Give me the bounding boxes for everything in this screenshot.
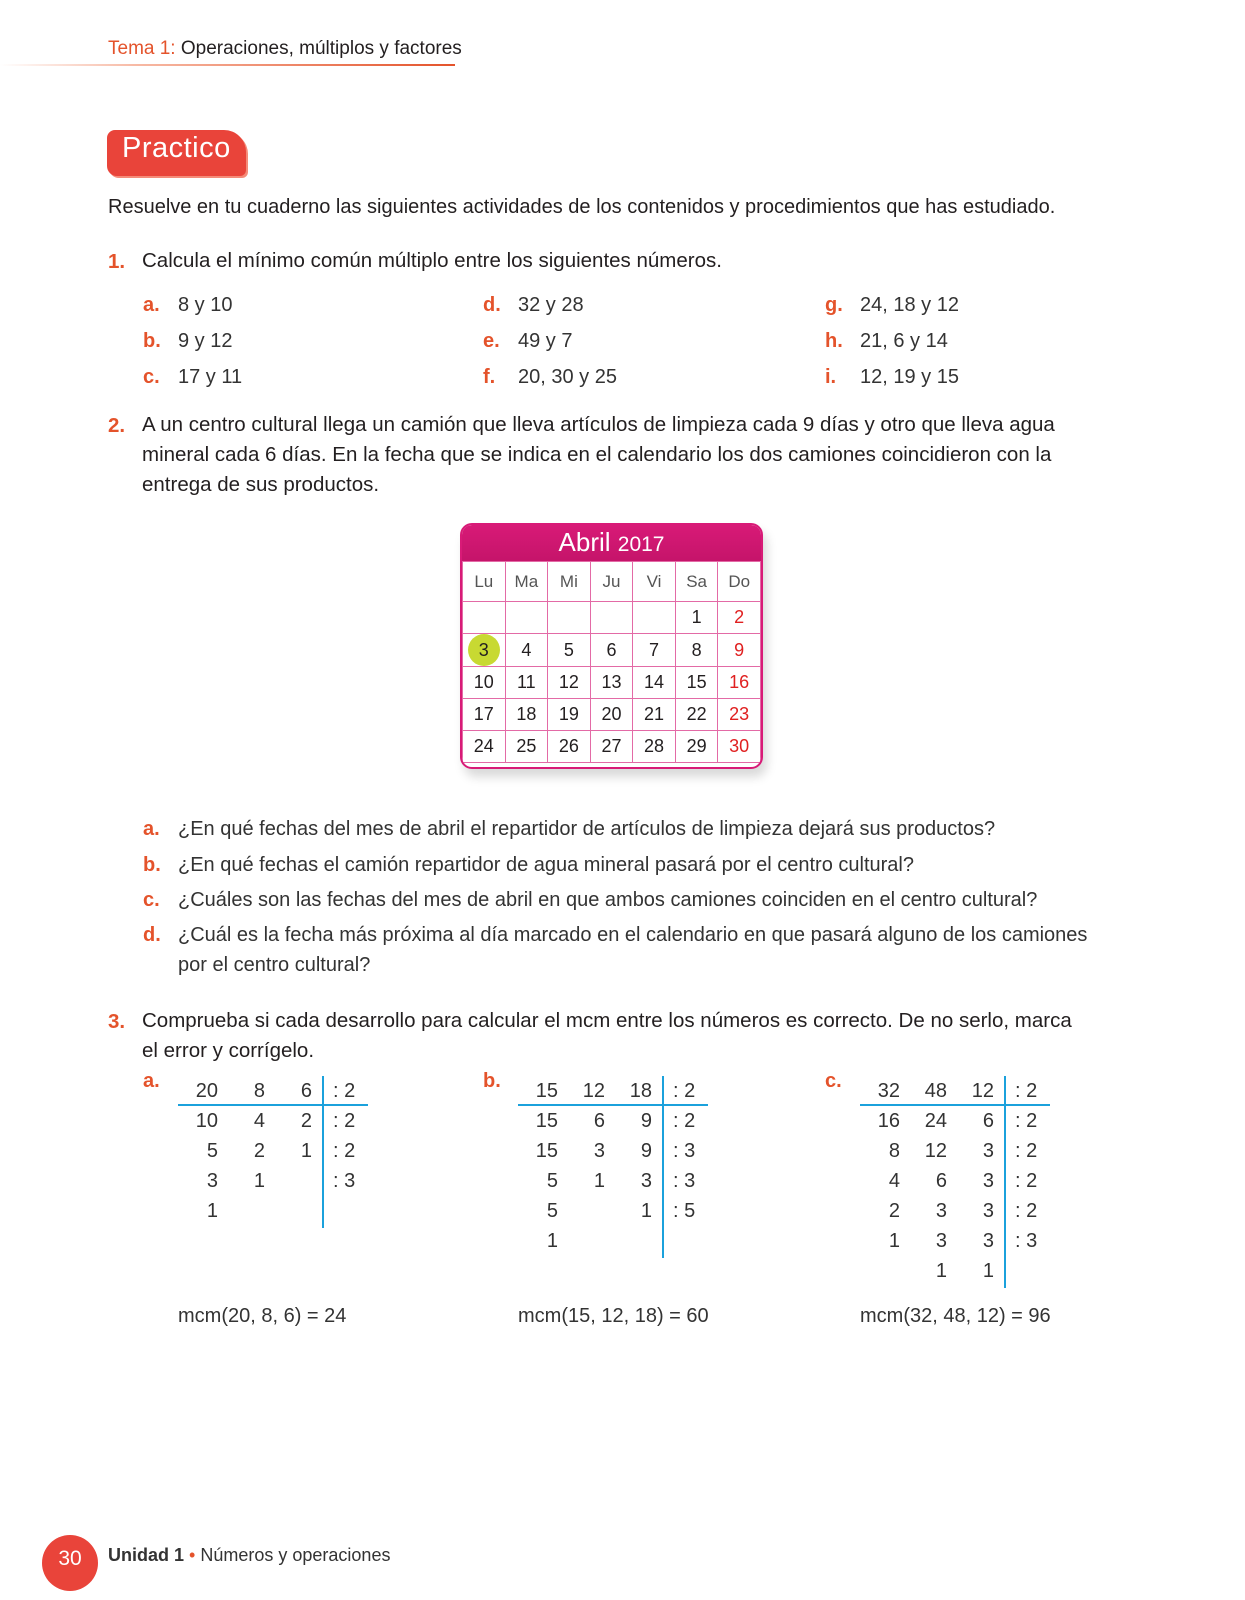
sub-letter: b. bbox=[143, 854, 161, 876]
item-text: 32 y 28 bbox=[518, 294, 584, 316]
calendar-year: 2017 bbox=[617, 533, 665, 556]
calendar-cell: 24 bbox=[463, 731, 506, 763]
q3-vline bbox=[322, 1076, 324, 1228]
calendar-day-header: Lu bbox=[463, 562, 506, 602]
calendar-cell: 23 bbox=[718, 699, 761, 731]
q3-cell: 3 bbox=[206, 1170, 218, 1192]
q3-block-letter: b. bbox=[483, 1070, 501, 1092]
q1-item bbox=[483, 294, 584, 317]
q3-cell: 12 bbox=[971, 1080, 994, 1102]
q3-cell: 20 bbox=[195, 1080, 218, 1102]
q3-line1: Comprueba si cada desarrollo para calcular el mcm entre los números es correcto. De no serlo, marca bbox=[142, 1009, 1072, 1032]
q3-block-letter: c. bbox=[825, 1070, 842, 1092]
item-text: 24, 18 y 12 bbox=[860, 294, 959, 316]
q3-cell: 5 bbox=[546, 1200, 558, 1222]
q3-cell: 4 bbox=[253, 1110, 265, 1132]
q3-cell: 1 bbox=[640, 1200, 652, 1222]
q3-divisor: : 2 bbox=[673, 1080, 696, 1102]
footer-separator: • bbox=[189, 1545, 196, 1565]
q2-sub bbox=[143, 920, 1087, 950]
q2-line1: A un centro cultural llega un camión que lleva artículos de limpieza cada 9 días y otro que lleva agua bbox=[142, 413, 1055, 436]
calendar-day-header: Ma bbox=[505, 562, 548, 602]
q2-line3: entrega de sus productos. bbox=[142, 473, 380, 496]
q1-item bbox=[825, 330, 948, 353]
sub-text: ¿En qué fechas del mes de abril el repartidor de artículos de limpieza dejará sus productos? bbox=[178, 818, 996, 840]
q3-cell: 1 bbox=[982, 1260, 994, 1282]
q3-cell: 9 bbox=[640, 1140, 652, 1162]
q3-cell: 16 bbox=[877, 1110, 900, 1132]
q3-cell: 12 bbox=[924, 1140, 947, 1162]
page-number: 30 bbox=[42, 1535, 98, 1591]
calendar-week bbox=[463, 699, 761, 731]
q3-cell: 2 bbox=[253, 1140, 265, 1162]
sub-text: ¿En qué fechas el camión repartidor de agua mineral pasará por el centro cultural? bbox=[178, 854, 914, 876]
q3-cell: 3 bbox=[982, 1200, 994, 1222]
item-text: 20, 30 y 25 bbox=[518, 366, 617, 388]
q1-item bbox=[143, 330, 232, 353]
q3-cell: 1 bbox=[206, 1200, 218, 1222]
calendar-cell: 28 bbox=[633, 731, 676, 763]
q3-cell: 2 bbox=[300, 1110, 312, 1132]
calendar-cell: 21 bbox=[633, 699, 676, 731]
q3-line2: el error y corrígelo. bbox=[142, 1039, 315, 1062]
item-letter: e. bbox=[483, 330, 500, 352]
item-letter: g. bbox=[825, 294, 843, 316]
q3-divisor: : 2 bbox=[1015, 1170, 1038, 1192]
q3-hline bbox=[860, 1104, 1050, 1106]
q3-divisor: : 2 bbox=[333, 1140, 356, 1162]
q3-divisor: : 2 bbox=[333, 1080, 356, 1102]
q3-cell: 8 bbox=[253, 1080, 265, 1102]
calendar-day-header: Mi bbox=[548, 562, 591, 602]
calendar-day-header: Ju bbox=[590, 562, 633, 602]
calendar-week bbox=[463, 667, 761, 699]
q3-vline bbox=[1004, 1076, 1006, 1288]
q3-divisor: : 2 bbox=[1015, 1200, 1038, 1222]
sub-letter: c. bbox=[143, 889, 160, 911]
calendar-cell: 20 bbox=[590, 699, 633, 731]
q3-result: mcm(32, 48, 12) = 96 bbox=[860, 1305, 1051, 1327]
calendar-cell bbox=[548, 602, 591, 634]
calendar-cell bbox=[590, 602, 633, 634]
q3-hline bbox=[518, 1104, 708, 1106]
page-header bbox=[108, 38, 462, 60]
q3-cell: 6 bbox=[300, 1080, 312, 1102]
calendar-cell: 16 bbox=[718, 667, 761, 699]
q2-sub bbox=[143, 814, 995, 844]
sub-letter: d. bbox=[143, 924, 161, 946]
calendar-cell: 4 bbox=[505, 634, 548, 667]
q3-divisor: : 5 bbox=[673, 1200, 696, 1222]
q3-hline bbox=[178, 1104, 368, 1106]
q3-cell: 1 bbox=[253, 1170, 265, 1192]
calendar-cell: 25 bbox=[505, 731, 548, 763]
calendar-cell: 27 bbox=[590, 731, 633, 763]
calendar-cell: 18 bbox=[505, 699, 548, 731]
sub-letter: a. bbox=[143, 818, 160, 840]
calendar-cell: 1 bbox=[675, 602, 718, 634]
q3-cell: 1 bbox=[300, 1140, 312, 1162]
calendar-cell bbox=[633, 602, 676, 634]
calendar-cell: 6 bbox=[590, 634, 633, 667]
intro-text: Resuelve en tu cuaderno las siguientes actividades de los contenidos y procedimientos que has estudiado. bbox=[108, 196, 1056, 218]
calendar-cell: 14 bbox=[633, 667, 676, 699]
q3-divisor: : 2 bbox=[673, 1110, 696, 1132]
q3-cell: 5 bbox=[206, 1140, 218, 1162]
q3-cell: 1 bbox=[888, 1230, 900, 1252]
q3-cell: 6 bbox=[935, 1170, 947, 1192]
calendar-cell: 13 bbox=[590, 667, 633, 699]
calendar-day-header: Do bbox=[718, 562, 761, 602]
q1-number: 1. bbox=[108, 250, 126, 273]
calendar-cell: 19 bbox=[548, 699, 591, 731]
q3-cell: 15 bbox=[535, 1110, 558, 1132]
q3-divisor: : 3 bbox=[1015, 1230, 1038, 1252]
q3-cell: 18 bbox=[629, 1080, 652, 1102]
q1-item bbox=[825, 366, 959, 389]
q2-sub-cont: por el centro cultural? bbox=[178, 954, 371, 976]
calendar-title bbox=[462, 525, 761, 561]
q1-item bbox=[825, 294, 959, 317]
q3-cell: 6 bbox=[982, 1110, 994, 1132]
q3-cell: 1 bbox=[593, 1170, 605, 1192]
q2-sub bbox=[143, 885, 1037, 915]
q3-divisor: : 2 bbox=[1015, 1140, 1038, 1162]
q3-divisor: : 2 bbox=[1015, 1080, 1038, 1102]
calendar-cell: 29 bbox=[675, 731, 718, 763]
item-text: 12, 19 y 15 bbox=[860, 366, 959, 388]
calendar-cell: 10 bbox=[463, 667, 506, 699]
q3-divisor: : 2 bbox=[333, 1110, 356, 1132]
calendar-cell bbox=[505, 602, 548, 634]
q3-cell: 3 bbox=[935, 1230, 947, 1252]
item-letter: a. bbox=[143, 294, 160, 316]
calendar-highlight: 3 bbox=[468, 634, 500, 666]
calendar-cell: 17 bbox=[463, 699, 506, 731]
q2-line2: mineral cada 6 días. En la fecha que se indica en el calendario los dos camiones coincidieron con la bbox=[142, 443, 1052, 466]
q3-cell: 15 bbox=[535, 1080, 558, 1102]
item-letter: f. bbox=[483, 366, 496, 388]
q3-cell: 10 bbox=[195, 1110, 218, 1132]
q3-cell: 24 bbox=[924, 1110, 947, 1132]
q3-cell: 15 bbox=[535, 1140, 558, 1162]
q3-cell: 6 bbox=[593, 1110, 605, 1132]
item-text: 21, 6 y 14 bbox=[860, 330, 948, 352]
calendar-day-header: Vi bbox=[633, 562, 676, 602]
q3-cell: 4 bbox=[888, 1170, 900, 1192]
page-footer bbox=[108, 1545, 390, 1566]
item-text: 17 y 11 bbox=[178, 366, 243, 388]
header-title: Operaciones, múltiplos y factores bbox=[180, 38, 462, 59]
calendar-cell: 26 bbox=[548, 731, 591, 763]
calendar-cell: 7 bbox=[633, 634, 676, 667]
q3-cell: 1 bbox=[935, 1260, 947, 1282]
q3-divisor: : 3 bbox=[333, 1170, 356, 1192]
calendar-cell: 8 bbox=[675, 634, 718, 667]
footer-unit: Unidad 1 bbox=[108, 1545, 185, 1565]
calendar-cell: 11 bbox=[505, 667, 548, 699]
item-text: 9 y 12 bbox=[178, 330, 233, 352]
q3-cell: 1 bbox=[546, 1230, 558, 1252]
q3-cell: 12 bbox=[582, 1080, 605, 1102]
header-divider bbox=[0, 64, 455, 66]
item-text: 49 y 7 bbox=[518, 330, 573, 352]
q3-divisor: : 3 bbox=[673, 1170, 696, 1192]
q3-cell: 3 bbox=[640, 1170, 652, 1192]
q3-result: mcm(15, 12, 18) = 60 bbox=[518, 1305, 709, 1327]
calendar-week bbox=[463, 731, 761, 763]
calendar-cell: 5 bbox=[548, 634, 591, 667]
item-letter: c. bbox=[143, 366, 160, 388]
q1-item bbox=[483, 366, 617, 389]
q3-cell: 8 bbox=[888, 1140, 900, 1162]
q3-divisor: : 2 bbox=[1015, 1110, 1038, 1132]
calendar-grid bbox=[462, 561, 761, 763]
q3-result: mcm(20, 8, 6) = 24 bbox=[178, 1305, 347, 1327]
calendar-cell: 9 bbox=[718, 634, 761, 667]
calendar-week bbox=[463, 634, 761, 667]
q3-cell: 48 bbox=[924, 1080, 947, 1102]
q3-cell: 32 bbox=[877, 1080, 900, 1102]
calendar-cell bbox=[463, 634, 506, 667]
q3-block-letter: a. bbox=[143, 1070, 160, 1092]
calendar bbox=[460, 523, 763, 769]
q3-cell: 3 bbox=[982, 1140, 994, 1162]
q3-cell: 3 bbox=[593, 1140, 605, 1162]
calendar-cell: 2 bbox=[718, 602, 761, 634]
sub-text: ¿Cuáles son las fechas del mes de abril en que ambos camiones coinciden en el centro cultural? bbox=[178, 889, 1038, 911]
calendar-week bbox=[463, 602, 761, 634]
calendar-cell: 30 bbox=[718, 731, 761, 763]
calendar-cell bbox=[463, 602, 506, 634]
q3-cell: 3 bbox=[982, 1230, 994, 1252]
item-letter: h. bbox=[825, 330, 843, 352]
q3-cell: 3 bbox=[982, 1170, 994, 1192]
calendar-cell: 12 bbox=[548, 667, 591, 699]
q3-cell: 5 bbox=[546, 1170, 558, 1192]
q1-item bbox=[143, 294, 232, 317]
section-badge: Practico bbox=[107, 130, 246, 176]
q3-cell: 3 bbox=[935, 1200, 947, 1222]
q2-sub bbox=[143, 850, 914, 880]
item-letter: b. bbox=[143, 330, 161, 352]
sub-text: ¿Cuál es la fecha más próxima al día marcado en el calendario en que pasará alguno de los camiones bbox=[178, 924, 1088, 946]
item-letter: i. bbox=[825, 366, 837, 388]
calendar-cell: 15 bbox=[675, 667, 718, 699]
calendar-cell: 22 bbox=[675, 699, 718, 731]
calendar-month: Abril bbox=[558, 527, 611, 557]
q1-item bbox=[483, 330, 572, 353]
q3-cell: 2 bbox=[888, 1200, 900, 1222]
q3-number: 3. bbox=[108, 1010, 126, 1033]
q1-item bbox=[143, 366, 242, 389]
header-tema: Tema 1: bbox=[108, 38, 176, 59]
q1-text: Calcula el mínimo común múltiplo entre los siguientes números. bbox=[142, 249, 722, 272]
calendar-day-header: Sa bbox=[675, 562, 718, 602]
q3-divisor: : 3 bbox=[673, 1140, 696, 1162]
item-letter: d. bbox=[483, 294, 501, 316]
q2-number: 2. bbox=[108, 414, 126, 437]
item-text: 8 y 10 bbox=[178, 294, 233, 316]
q3-cell: 9 bbox=[640, 1110, 652, 1132]
footer-subject: Números y operaciones bbox=[200, 1545, 391, 1565]
